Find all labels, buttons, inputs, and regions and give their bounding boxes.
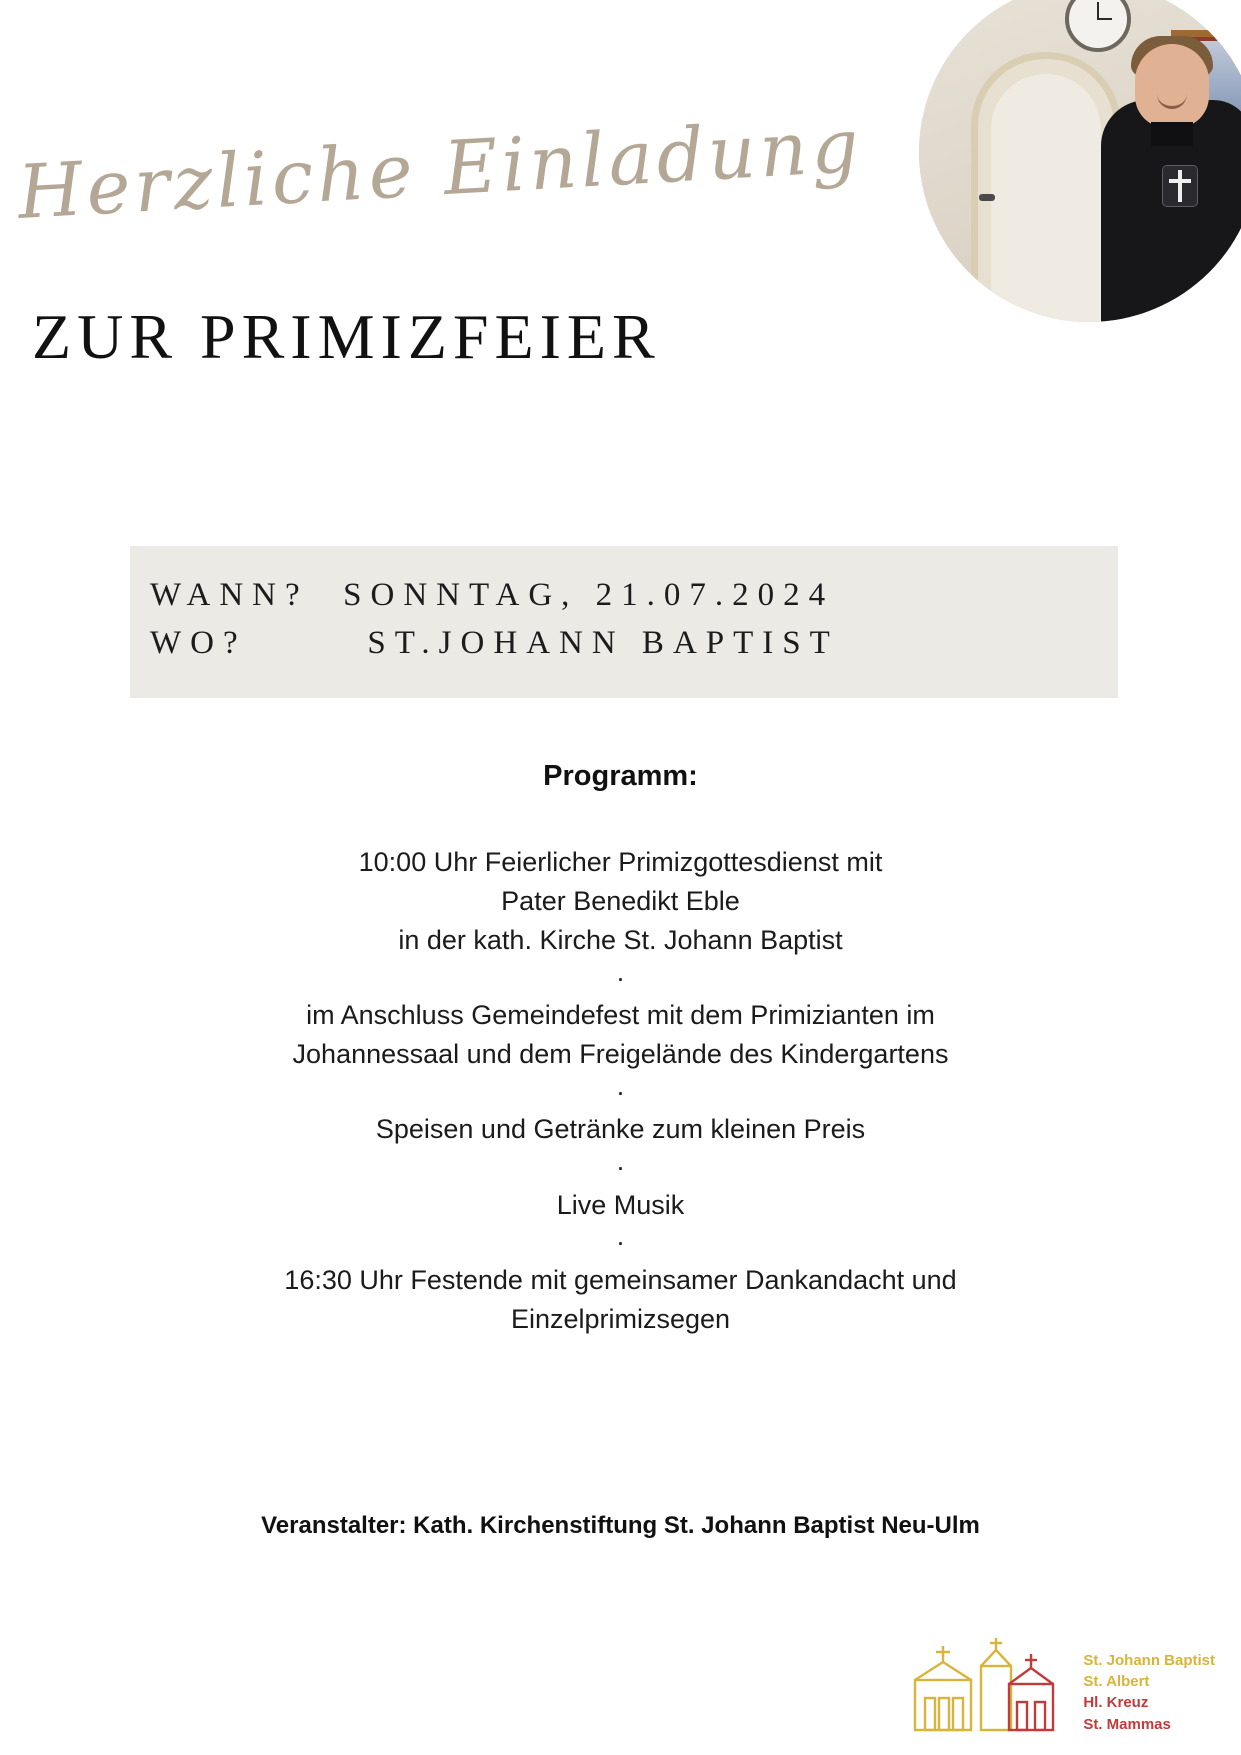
- door-handle-shape: [979, 194, 995, 201]
- program-separator: ·: [616, 1227, 625, 1258]
- program-separator: ·: [616, 962, 625, 993]
- parish-name-line: St. Albert: [1083, 1673, 1150, 1691]
- program-heading: Programm:: [543, 760, 698, 792]
- event-details-band: [130, 546, 1118, 698]
- person-collar-shape: [1151, 122, 1193, 146]
- person-head-shape: [1135, 44, 1209, 128]
- page-title: ZUR PRIMIZFEIER: [32, 301, 661, 372]
- program-line: Speisen und Getränke zum kleinen Preis: [375, 1114, 866, 1145]
- invitation-script-title: Herzliche Einladung: [15, 102, 865, 236]
- event-where-line: WO? ST.JOHANN BAPTIST: [150, 624, 839, 661]
- door-shape: [991, 74, 1101, 322]
- program-block: [0, 843, 1241, 960]
- parish-name-line: St. Mammas: [1083, 1715, 1171, 1733]
- church-buildings-icon: [909, 1632, 1069, 1737]
- program-block: [0, 996, 1241, 1074]
- parish-name-line: St. Johann Baptist: [1083, 1651, 1215, 1669]
- program-separator: ·: [616, 1076, 625, 1107]
- program-section: [0, 760, 1241, 1339]
- program-line: 10:00 Uhr Feierlicher Primizgottesdienst mit: [358, 847, 883, 877]
- organizer-note: Veranstalter: Kath. Kirchenstiftung St. Johann Baptist Neu-Ulm: [261, 1512, 980, 1539]
- program-line: Pater Benedikt Eble: [501, 885, 740, 916]
- program-block: [0, 1261, 1241, 1339]
- program-separator: ·: [616, 1152, 625, 1183]
- program-line: Einzelprimizsegen: [510, 1303, 731, 1334]
- program-line: Live Musik: [556, 1189, 685, 1220]
- parish-name-line: Hl. Kreuz: [1083, 1694, 1149, 1712]
- priest-portrait-photo: [919, 0, 1241, 322]
- parish-logo-text: [1083, 1650, 1215, 1737]
- event-when-line: WANN? SONNTAG, 21.07.2024: [150, 577, 835, 613]
- program-line: Johannessaal und dem Freigelände des Kindergartens: [292, 1038, 949, 1069]
- program-line: im Anschluss Gemeindefest mit dem Primizianten im: [306, 1000, 935, 1031]
- portrait-scene: [919, 0, 1241, 322]
- program-block: [0, 1110, 1241, 1149]
- program-block: [0, 1186, 1241, 1225]
- cross-emblem-icon: [1163, 166, 1197, 206]
- program-line: 16:30 Uhr Festende mit gemeinsamer Dankandacht und: [284, 1264, 957, 1295]
- hero-section: [0, 0, 1241, 500]
- parish-logo: [909, 1632, 1215, 1737]
- program-line: in der kath. Kirche St. Johann Baptist: [398, 924, 843, 955]
